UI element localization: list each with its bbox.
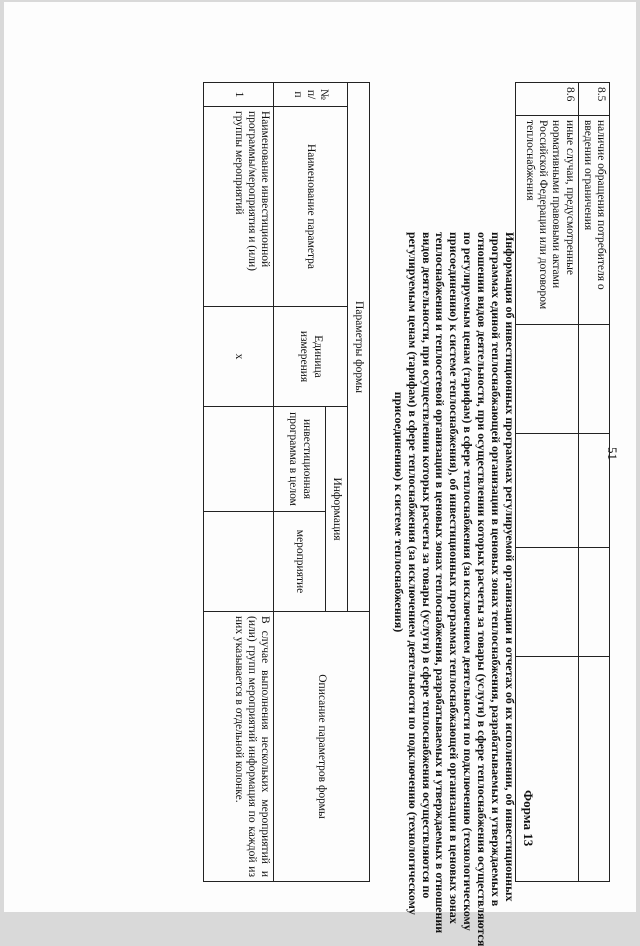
name-header: Наименование параметра <box>274 107 348 307</box>
empty-cell <box>515 325 578 434</box>
page-number: 51 <box>605 447 620 460</box>
empty-cell <box>578 657 609 882</box>
info-program-header: инвестиционная программа в целом <box>274 407 326 512</box>
investment-program-table <box>203 82 370 882</box>
num-header: № п/п <box>274 83 348 107</box>
row-measure-value <box>204 512 274 612</box>
heading-line: теплоснабжения и теплосетевой организации в ценовых зонах теплоснабжения, разрабатываемых и утверждаемых в отношении <box>433 232 448 934</box>
description-header: Описание параметров формы <box>274 612 370 882</box>
rotated-page <box>4 2 636 946</box>
empty-cell <box>515 657 578 882</box>
form-heading <box>391 232 517 946</box>
params-group-header: Параметры формы <box>348 83 370 612</box>
row-number: 8.5 <box>578 83 609 116</box>
heading-line: регулируемым ценам (тарифам) в сфере теплоснабжения (за исключением деятельности по подключению (технологическому <box>405 232 420 915</box>
heading-line: программах единой теплоснабжающей организации в ценовых зонах теплоснабжения, разрабатываемых и утверждаемых в <box>489 232 504 907</box>
row-unit: x <box>204 307 274 407</box>
empty-cell <box>578 548 609 657</box>
row-param-name: Наименование инвестиционной программы/мероприятия и (или) группы мероприятий <box>204 107 274 307</box>
row-description: В случае выполнения нескольких мероприятий и (или) групп мероприятий информация по каждой из них указывается в отдельной колонке. <box>204 612 274 882</box>
table-row <box>515 83 578 882</box>
row-text: иные случаи, предусмотренные нормативными правовыми актами Российской Федерации или договором теплоснабжения <box>515 116 578 325</box>
row-program-value <box>204 407 274 512</box>
heading-line: видов деятельности, при осуществлении которых расчеты за товары (услуги) в сфере теплоснабжения осуществляются по <box>419 232 434 899</box>
table-row <box>578 83 609 882</box>
heading-line: по регулируемым ценам (тарифам) в сфере теплоснабжения (за исключением деятельности по подключению (технологическому <box>461 232 476 931</box>
document-sheet <box>4 2 636 946</box>
info-header: Информация <box>326 407 348 612</box>
empty-cell <box>515 434 578 548</box>
row-number: 8.6 <box>515 83 578 116</box>
restriction-cases-table <box>515 82 610 882</box>
heading-line: Информация об инвестиционных программах регулируемой организации и отчетах об их исполнении, об инвестиционных <box>503 232 517 902</box>
heading-line: отношении видов деятельности, при осуществлении которых расчеты за товары (услуги) в сфере теплоснабжения осуществляются <box>475 232 490 946</box>
row-number: 1 <box>204 83 274 107</box>
info-measure-header: мероприятие <box>274 512 326 612</box>
heading-line: присоединению) к системе теплоснабжения), об инвестиционных программах теплоснабжающей организации в ценовых зонах <box>447 232 462 924</box>
table-header-row <box>348 83 370 882</box>
unit-header: Единица измерения <box>274 307 348 407</box>
heading-line: присоединению) к системе теплоснабжения) <box>391 391 406 633</box>
empty-cell <box>578 434 609 548</box>
row-text: наличие обращения потребителя о введении ограничения <box>578 116 609 325</box>
empty-cell <box>515 548 578 657</box>
empty-cell <box>578 325 609 434</box>
table-row <box>204 83 274 882</box>
form-label: Форма 13 <box>521 790 536 847</box>
